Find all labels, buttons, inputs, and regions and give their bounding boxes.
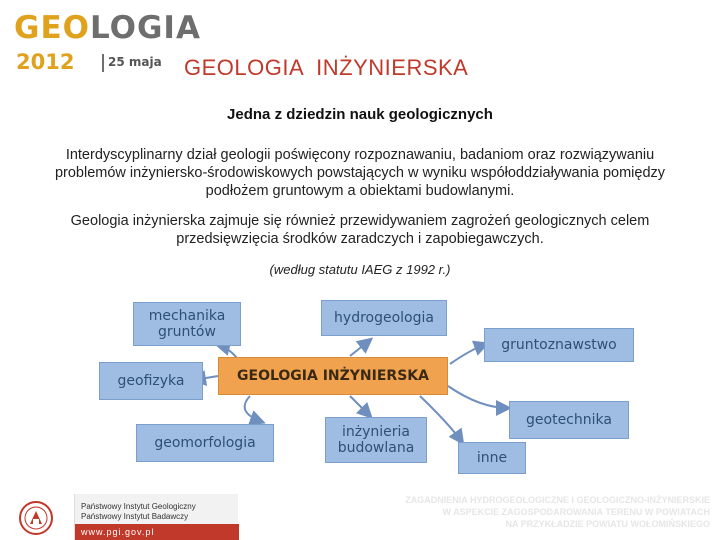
source-citation: (według statutu IAEG z 1992 r.) — [269, 262, 451, 277]
node-hydrogeologia-label: hydrogeologia — [334, 310, 434, 326]
arrow-geotechnika — [448, 386, 508, 408]
footer-project-line2: W ASPEKCIE ZAGOSPODAROWANIA TERENU W POWIATACH — [442, 507, 710, 517]
node-geofizyka-label: geofizyka — [117, 373, 185, 389]
related-disciplines-diagram — [0, 290, 720, 480]
center-geologia-inzynierska — [218, 357, 448, 395]
footer-project-title — [350, 494, 710, 530]
arrow-inzynieria — [350, 396, 370, 416]
definition-paragraph: Interdyscyplinarny dział geologii poświęcony rozpoznawaniu, badaniom oraz rozwiązywaniu problemów inżyniersko-środowiskowych powstających w wyniku współoddziaływania pomiędzy podłożem gruntowym a obiektami budowlanymi. — [54, 147, 666, 199]
institute-footer — [74, 494, 238, 540]
hazards-paragraph: Geologia inżynierska zajmuje się również przewidywaniem zagrożeń geologicznych celem przedsięwzięcia środków zaradczych i zapobiegawczych. — [70, 213, 650, 247]
arrow-gruntoznawstwo — [450, 344, 486, 364]
node-geotechnika — [509, 401, 629, 439]
node-mechanika-gruntow — [133, 302, 241, 346]
node-geomorfologia — [136, 424, 274, 462]
node-inzynieria-line2: budowlana — [337, 440, 415, 456]
logo-logia-text: LOGIA — [89, 10, 201, 46]
website-link[interactable]: www.pgi.gov.pl — [75, 524, 239, 540]
page-subtitle: Jedna z dziedzin nauk geologicznych — [227, 106, 493, 123]
geologia-2012-logo — [14, 10, 201, 74]
node-geotechnika-label: geotechnika — [526, 412, 612, 428]
footer-project-line3: NA PRZYKŁADZIE POWIATU WOŁOMIŃSKIEGO — [505, 519, 710, 529]
pgi-emblem-icon — [18, 500, 54, 536]
node-hydrogeologia — [321, 300, 447, 336]
node-inne-label: inne — [476, 450, 508, 466]
node-mechanika-line2: gruntów — [158, 324, 216, 340]
node-inzynieria-line1: inżynieria — [342, 424, 410, 440]
logo-year: 2012 — [16, 50, 75, 74]
node-gruntoznawstwo-label: gruntoznawstwo — [501, 337, 617, 353]
node-inne — [458, 442, 526, 474]
page-title: GEOLOGIA INŻYNIERSKA — [184, 55, 469, 80]
logo-date: 25 maja — [108, 55, 162, 69]
institute-name: Państwowy Instytut Geologiczny — [81, 502, 196, 511]
node-geomorfologia-label: geomorfologia — [154, 435, 256, 451]
node-geofizyka — [99, 362, 203, 400]
footer-project-line1: ZAGADNIENIA HYDROGEOLOGICZNE I GEOLOGICZNO-INŻYNIERSKIE — [405, 495, 710, 505]
node-inzynieria-budowlana — [325, 417, 427, 463]
logo-wordmark — [14, 10, 201, 46]
center-label: GEOLOGIA INŻYNIERSKA — [237, 368, 429, 384]
logo-divider — [102, 54, 104, 72]
arrow-geomorfologia — [245, 396, 262, 422]
logo-geo-text: GEO — [14, 10, 90, 46]
institute-type: Państwowy Instytut Badawczy — [81, 512, 189, 521]
node-mechanika-line1: mechanika — [148, 308, 226, 324]
arrow-hydrogeologia — [350, 340, 370, 356]
node-gruntoznawstwo — [484, 328, 634, 362]
